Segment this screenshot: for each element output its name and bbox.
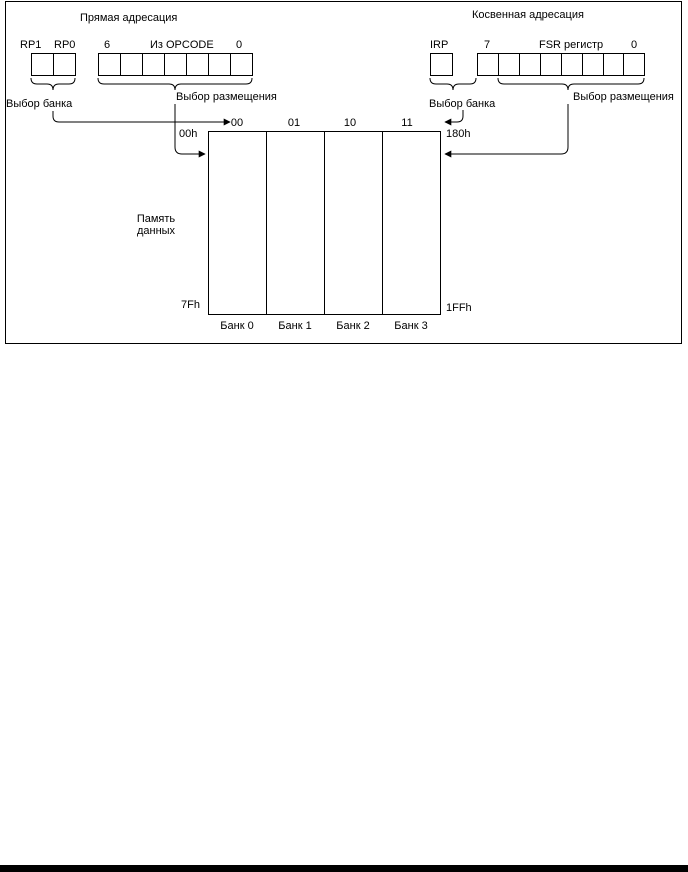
data-memory-label-line2: данных (136, 225, 176, 237)
diagram-frame (6, 2, 682, 344)
rp0-bit-cell (54, 54, 76, 76)
direct-bank-arrow (53, 111, 230, 122)
fsr-bit-low-label: 0 (631, 39, 638, 51)
indirect-bank-arrow (445, 110, 463, 122)
bank-3-block (383, 132, 441, 315)
direct-bank-brace (31, 78, 75, 90)
bank-3-label: Банк 3 (394, 320, 428, 332)
irp-label: IRP (430, 39, 449, 51)
rp0-label: RP0 (54, 39, 76, 51)
bank-1-label: Банк 1 (278, 320, 312, 332)
opcode-bit-low-label: 0 (236, 39, 243, 51)
bank-2-label: Банк 2 (336, 320, 370, 332)
bank-code-10: 10 (343, 117, 357, 129)
address-top-right: 180h (446, 128, 471, 140)
address-bottom-right: 1FFh (446, 302, 472, 314)
bank-2-block (325, 132, 383, 315)
bank-0-block (209, 132, 267, 315)
direct-bank-select-label: Выбор банка (6, 98, 73, 110)
bank-code-11: 11 (401, 117, 413, 129)
address-bottom-left: 7Fh (181, 299, 200, 311)
opcode-label: Из OPCODE (150, 39, 214, 51)
indirect-location-brace (498, 78, 644, 90)
indirect-location-select-label: Выбор размещения (573, 91, 674, 103)
bank-0-label: Банк 0 (220, 320, 254, 332)
bank-1-block (267, 132, 325, 315)
bottom-rule (0, 865, 688, 872)
fsr-bit-high-label: 7 (484, 39, 491, 51)
bank-code-01: 01 (287, 117, 301, 129)
fsr-label: FSR регистр (539, 39, 604, 51)
data-memory-label-line1: Память (136, 213, 176, 225)
bank-bits-register (32, 54, 76, 76)
irp-bit-cell (431, 54, 453, 76)
indirect-addressing-title: Косвенная адресация (472, 9, 584, 21)
direct-addressing-title: Прямая адресация (80, 12, 178, 24)
fsr-register (478, 54, 645, 76)
data-memory-banks (209, 132, 441, 315)
direct-location-select-label: Выбор размещения (176, 91, 277, 103)
bank-code-00: 00 (230, 117, 244, 129)
direct-location-brace (98, 78, 252, 90)
address-top-left: 00h (179, 128, 198, 140)
rp1-label: RP1 (20, 39, 42, 51)
opcode-bit-high-label: 6 (104, 39, 111, 51)
indirect-bank-brace (430, 78, 476, 90)
indirect-bank-select-label: Выбор банка (429, 98, 496, 110)
opcode-register (99, 54, 253, 76)
rp1-bit-cell (32, 54, 54, 76)
